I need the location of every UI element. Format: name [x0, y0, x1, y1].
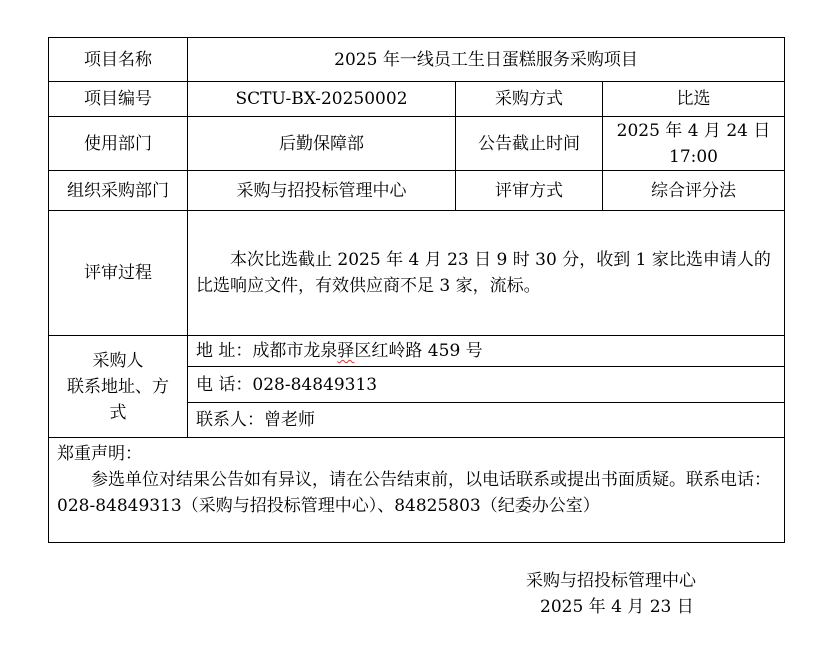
statement-body: 参选单位对结果公告如有异议，请在公告结束前，以电话联系或提出书面质疑。联系电话：028-84849313（采购与招投标管理中心）、84825803（纪委办公室）	[57, 470, 771, 516]
procurement-method-label: 采购方式	[456, 82, 603, 117]
deadline-date: 2025 年 4 月 24 日	[616, 120, 771, 141]
signature-org: 采购与招投标管理中心	[526, 571, 696, 591]
statement-title: 郑重声明：	[57, 444, 142, 464]
contact-label-line3: 式	[109, 402, 127, 423]
contact-label-line1: 采购人	[92, 350, 144, 371]
review-process-label: 评审过程	[49, 211, 188, 336]
project-no-label: 项目编号	[49, 82, 188, 117]
contact-address	[188, 336, 785, 367]
org-dept-label: 组织采购部门	[49, 171, 188, 211]
contact-person: 联系人：曾老师	[188, 403, 785, 438]
review-process-text: 本次比选截止 2025 年 4 月 23 日 9 时 30 分，收到 1 家比选申请人的比选响应文件，有效供应商不足 3 家，流标。	[188, 211, 785, 336]
project-name-label: 项目名称	[49, 38, 188, 82]
org-dept-value: 采购与招投标管理中心	[188, 171, 456, 211]
signature-date: 2025 年 4 月 23 日	[540, 597, 694, 617]
procurement-method-value: 比选	[603, 82, 785, 117]
project-name-value: 2025 年一线员工生日蛋糕服务采购项目	[188, 38, 785, 82]
review-method-label: 评审方式	[456, 171, 603, 211]
procurement-result-table	[48, 37, 785, 543]
contact-phone: 电 话：028-84849313	[188, 367, 785, 403]
signature-block	[526, 568, 696, 620]
address-spellcheck-mark: 驿	[337, 341, 355, 361]
contact-label	[49, 336, 188, 438]
deadline-time: 17:00	[669, 146, 718, 167]
contact-label-line2: 联系地址、方	[67, 376, 169, 397]
address-prefix: 地 址：成都市龙泉	[196, 341, 338, 361]
solemn-statement	[49, 438, 785, 543]
address-suffix: 区红岭路 459 号	[354, 341, 483, 361]
deadline-label: 公告截止时间	[456, 117, 603, 171]
user-dept-value: 后勤保障部	[188, 117, 456, 171]
project-no-value: SCTU-BX-20250002	[188, 82, 456, 117]
user-dept-label: 使用部门	[49, 117, 188, 171]
review-method-value: 综合评分法	[603, 171, 785, 211]
deadline-value	[603, 117, 785, 171]
